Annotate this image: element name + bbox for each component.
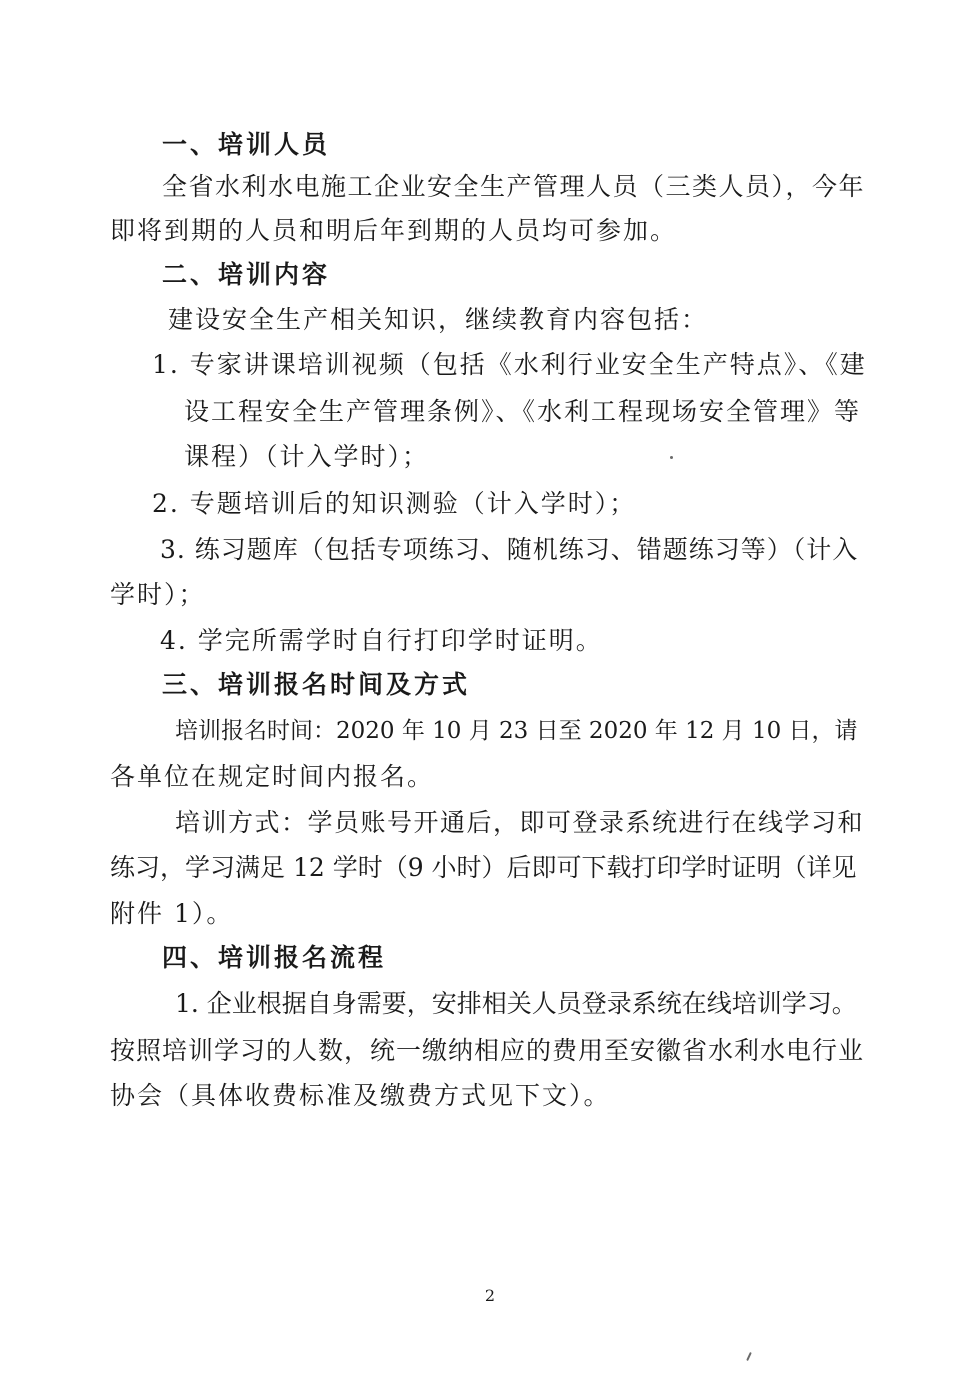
section-2-item-3-line-1: 3. 练习题库（包括专项练习、随机练习、错题练习等）（计入 (160, 535, 859, 564)
section-2-item-4: 4. 学完所需学时自行打印学时证明。 (160, 626, 603, 655)
section-1-line-2: 即将到期的人员和明后年到期的人员均可参加。 (110, 216, 678, 245)
section-2-item-1-line-1: 1. 专家讲课培训视频（包括《水利行业安全生产特点》、《建 (152, 350, 867, 379)
section-3-heading: 三、培训报名时间及方式 (162, 670, 471, 699)
section-2-heading: 二、培训内容 (162, 260, 331, 289)
page-number: 2 (484, 1286, 496, 1305)
scan-speck (670, 456, 673, 459)
section-4-heading: 四、培训报名流程 (162, 943, 387, 972)
section-2-item-1-line-2: 设工程安全生产管理条例》、《水利工程现场安全管理》等 (184, 397, 862, 426)
section-3-method-line-3: 附件 1）。 (110, 899, 234, 928)
section-4-item-1-line-2: 按照培训学习的人数，统一缴纳相应的费用至安徽省水利水电行业 (110, 1036, 865, 1065)
section-3-method-line-1: 培训方式：学员账号开通后，即可登录系统进行在线学习和 (175, 808, 865, 837)
section-1-line-1: 全省水利水电施工企业安全生产管理人员（三类人员），今年 (162, 172, 866, 201)
section-3-time-line-2: 各单位在规定时间内报名。 (110, 762, 435, 791)
section-2-item-2: 2. 专题培训后的知识测验（计入学时）； (152, 489, 637, 518)
section-4-item-1-line-3: 协会（具体收费标准及缴费方式见下文）。 (110, 1081, 611, 1110)
section-4-item-1-line-1: 1. 企业根据自身需要，安排相关人员登录系统在线培训学习。 (175, 989, 857, 1018)
section-3-time-line-1: 培训报名时间：2020 年 10 月 23 日至 2020 年 12 月 10 日，请 (175, 718, 858, 744)
scan-mark (746, 1352, 752, 1361)
section-2-item-3-line-2: 学时）； (110, 580, 206, 609)
section-2-intro: 建设安全生产相关知识，继续教育内容包括： (168, 305, 709, 334)
section-1-heading: 一、培训人员 (162, 130, 331, 159)
section-3-method-line-2: 练习，学习满足 12 学时（9 小时）后即可下载打印学时证明（详见 (110, 853, 857, 882)
section-2-item-1-line-3: 课程）（计入学时）； (184, 442, 430, 471)
